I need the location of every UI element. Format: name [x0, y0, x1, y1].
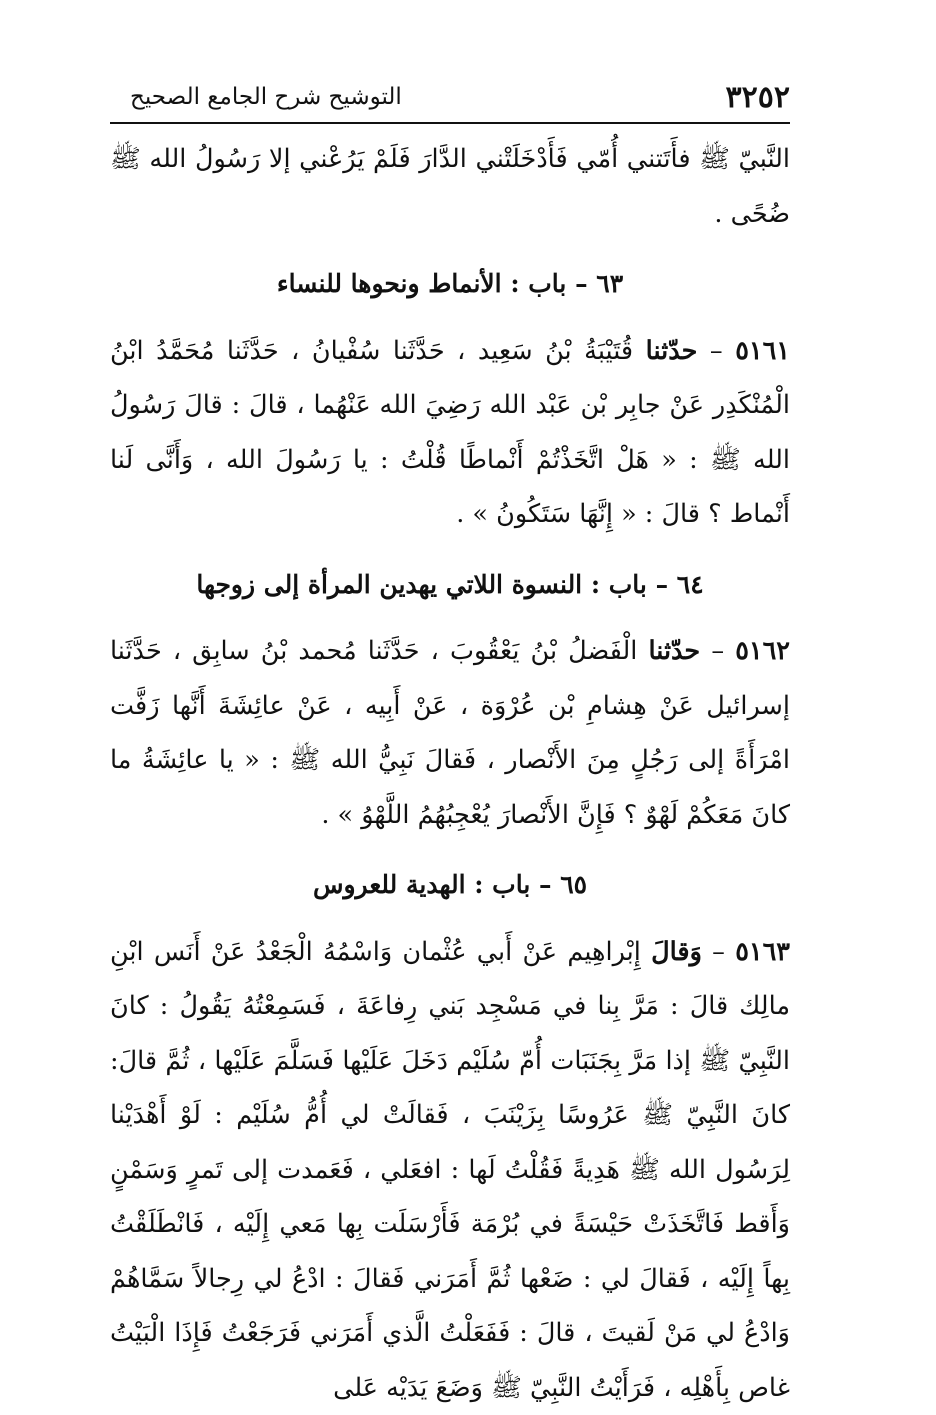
hadith-5163: ٥١٦٣ – وَقالَ إِبْراهِيم عَنْ أَبي عُثْمان وَاسْمُهُ الْجَعْدُ عَنْ أَنَس ابْنِ مالِك قالَ : مَرَّ بِنا في مَسْجِد بَني رِفاعَةَ ، فَسَمِعْتُهُ يَقُولُ : كانَ النَّبِيّ ﷺ إذا مَرَّ بِجَنَبَات أُمّ سُلَيْم دَخَلَ عَلَيْها فَسَلَّمَ عَلَيْها ، ثُمَّ قالَ: كانَ النَّبِيّ ﷺ عَرُوسًا بِزَيْنَبَ ، فَقالَتْ لي أُمُّ سُلَيْم : لَوْ أَهْدَيْنا لِرَسُول الله ﷺ هَدِيةً فَقُلْتُ لَها : افعَلي ، فَعَمدت إلى تَمرٍ وَسَمْنٍ وَأَقط فَاتَّخَذَتْ حَيْسَةً في بُرْمَة فَأَرْسَلَت بِها مَعي إِلَيْه ، فَانْطَلَقْتُ بِهاً إِلَيْه ، فَقالَ لي : ضَعْها ثُمَّ أَمَرَني فَقالَ : ادْعُ لي رِجالاً سَمَّاهُمْ وَادْعُ لي مَنْ لَقيتَ ، قالَ : فَفَعَلْتُ الَّذي أَمَرَني فَرَجَعْتُ فَإِذَا الْبَيْتُ غاص بِأَهْلِه ، فَرَأَيْتُ النَّبِيّ ﷺ وَضَعَ يَدَيْه عَلى	[110, 925, 790, 1415]
hadith-number: ٥١٦٣	[735, 937, 790, 967]
chapter-heading-65: ٦٥ – باب : الهدية للعروس	[110, 858, 790, 913]
chapter-heading-64: ٦٤ – باب : النسوة اللاتي يهدين المرأة إلى زوجها	[110, 558, 790, 613]
page-header	[110, 78, 790, 124]
hadith-5162: ٥١٦٢ – حدّثنا الْفَضلُ بْنُ يَعْقُوبَ ، حَدَّثَنا مُحمد بْنُ سابِق ، حَدَّثَنا إسرائيل عَنْ هِشامِ بْن عُرْوَة ، عَنْ أَبِيه ، عَنْ عائِشَةَ أَنَّها زَفَّت امْرَأَةً إلى رَجُلٍ مِنَ الأَنْصار ، فَقالَ نَبِيُّ الله ﷺ : « يا عائِشَةُ ما كانَ مَعَكُمْ لَهْوٌ ؟ فَإِنَّ الأَنْصارَ يُعْجِبُهُمُ اللَّهْوُ » .	[110, 624, 790, 842]
running-title: التوشيح شرح الجامع الصحيح	[130, 84, 402, 110]
hadith-5161: ٥١٦١ – حدّثنا قُتَيْبَةُ بْنُ سَعِيد ، حَدَّثَنا سُفْيانُ ، حَدَّثَنا مُحَمَّدُ ابْنُ الْمُنْكَدِر عَنْ جابِر بْن عَبْد الله رَضِيَ الله عَنْهُما ، قالَ : قالَ رَسُولُ الله ﷺ : « هَلْ اتَّخَذْتُمْ أَنْماطًا قُلْتُ : يا رَسُولَ الله ، وَأَنَّى لَنا أَنْماط ؟ قالَ : « إِنَّهَا سَتَكُونُ » .	[110, 324, 790, 542]
hadith-lead: حدّثنا	[646, 336, 698, 366]
hadith-text: قُتَيْبَةُ بْنُ سَعِيد ، حَدَّثَنا سُفْيانُ ، حَدَّثَنا مُحَمَّدُ ابْنُ الْمُنْكَدِر عَنْ جابِر بْن عَبْد الله رَضِيَ الله عَنْهُما ، قالَ : قالَ رَسُولُ الله ﷺ : « هَلْ اتَّخَذْتُمْ أَنْماطًا قُلْتُ : يا رَسُولَ الله ، وَأَنَّى لَنا أَنْماط ؟ قالَ : « إِنَّهَا سَتَكُونُ » .	[110, 336, 790, 530]
continuation-paragraph: النَّبيّ ﷺ فأَتَتني أُمّي فَأَدْخَلَتْني الدَّارَ فَلَمْ يَرُعْني إلا رَسُولُ الله ﷺ ضُحًى .	[110, 132, 790, 241]
chapter-heading-63: ٦٣ – باب : الأنماط ونحوها للنساء	[110, 257, 790, 312]
hadith-text: الْفَضلُ بْنُ يَعْقُوبَ ، حَدَّثَنا مُحمد بْنُ سابِق ، حَدَّثَنا إسرائيل عَنْ هِشامِ بْن عُرْوَة ، عَنْ أَبِيه ، عَنْ عائِشَةَ أَنَّها زَفَّت امْرَأَةً إلى رَجُلٍ مِنَ الأَنْصار ، فَقالَ نَبِيُّ الله ﷺ : « يا عائِشَةُ ما كانَ مَعَكُمْ لَهْوٌ ؟ فَإِنَّ الأَنْصارَ يُعْجِبُهُمُ اللَّهْوُ » .	[110, 636, 790, 830]
hadith-lead: وَقالَ	[651, 937, 702, 967]
hadith-lead: حدّثنا	[648, 636, 700, 666]
hadith-number: ٥١٦١	[735, 336, 790, 366]
hadith-number: ٥١٦٢	[735, 636, 790, 666]
page-body	[110, 132, 790, 1415]
page-number: ٣٢٥٢	[726, 80, 790, 115]
hadith-text: إِبْراهِيم عَنْ أَبي عُثْمان وَاسْمُهُ الْجَعْدُ عَنْ أَنَس ابْنِ مالِك قالَ : مَرَّ بِنا في مَسْجِد بَني رِفاعَةَ ، فَسَمِعْتُهُ يَقُولُ : كانَ النَّبِيّ ﷺ إذا مَرَّ بِجَنَبَات أُمّ سُلَيْم دَخَلَ عَلَيْها فَسَلَّمَ عَلَيْها ، ثُمَّ قالَ: كانَ النَّبِيّ ﷺ عَرُوسًا بِزَيْنَبَ ، فَقالَتْ لي أُمُّ سُلَيْم : لَوْ أَهْدَيْنا لِرَسُول الله ﷺ هَدِيةً فَقُلْتُ لَها : افعَلي ، فَعَمدت إلى تَمرٍ وَسَمْنٍ وَأَقط فَاتَّخَذَتْ حَيْسَةً في بُرْمَة فَأَرْسَلَت بِها مَعي إِلَيْه ، فَانْطَلَقْتُ بِهاً إِلَيْه ، فَقالَ لي : ضَعْها ثُمَّ أَمَرَني فَقالَ : ادْعُ لي رِجالاً سَمَّاهُمْ وَادْعُ لي مَنْ لَقيتَ ، قالَ : فَفَعَلْتُ الَّذي أَمَرَني فَرَجَعْتُ فَإِذَا الْبَيْتُ غاص بِأَهْلِه ، فَرَأَيْتُ النَّبِيّ ﷺ وَضَعَ يَدَيْه عَلى	[110, 937, 790, 1403]
